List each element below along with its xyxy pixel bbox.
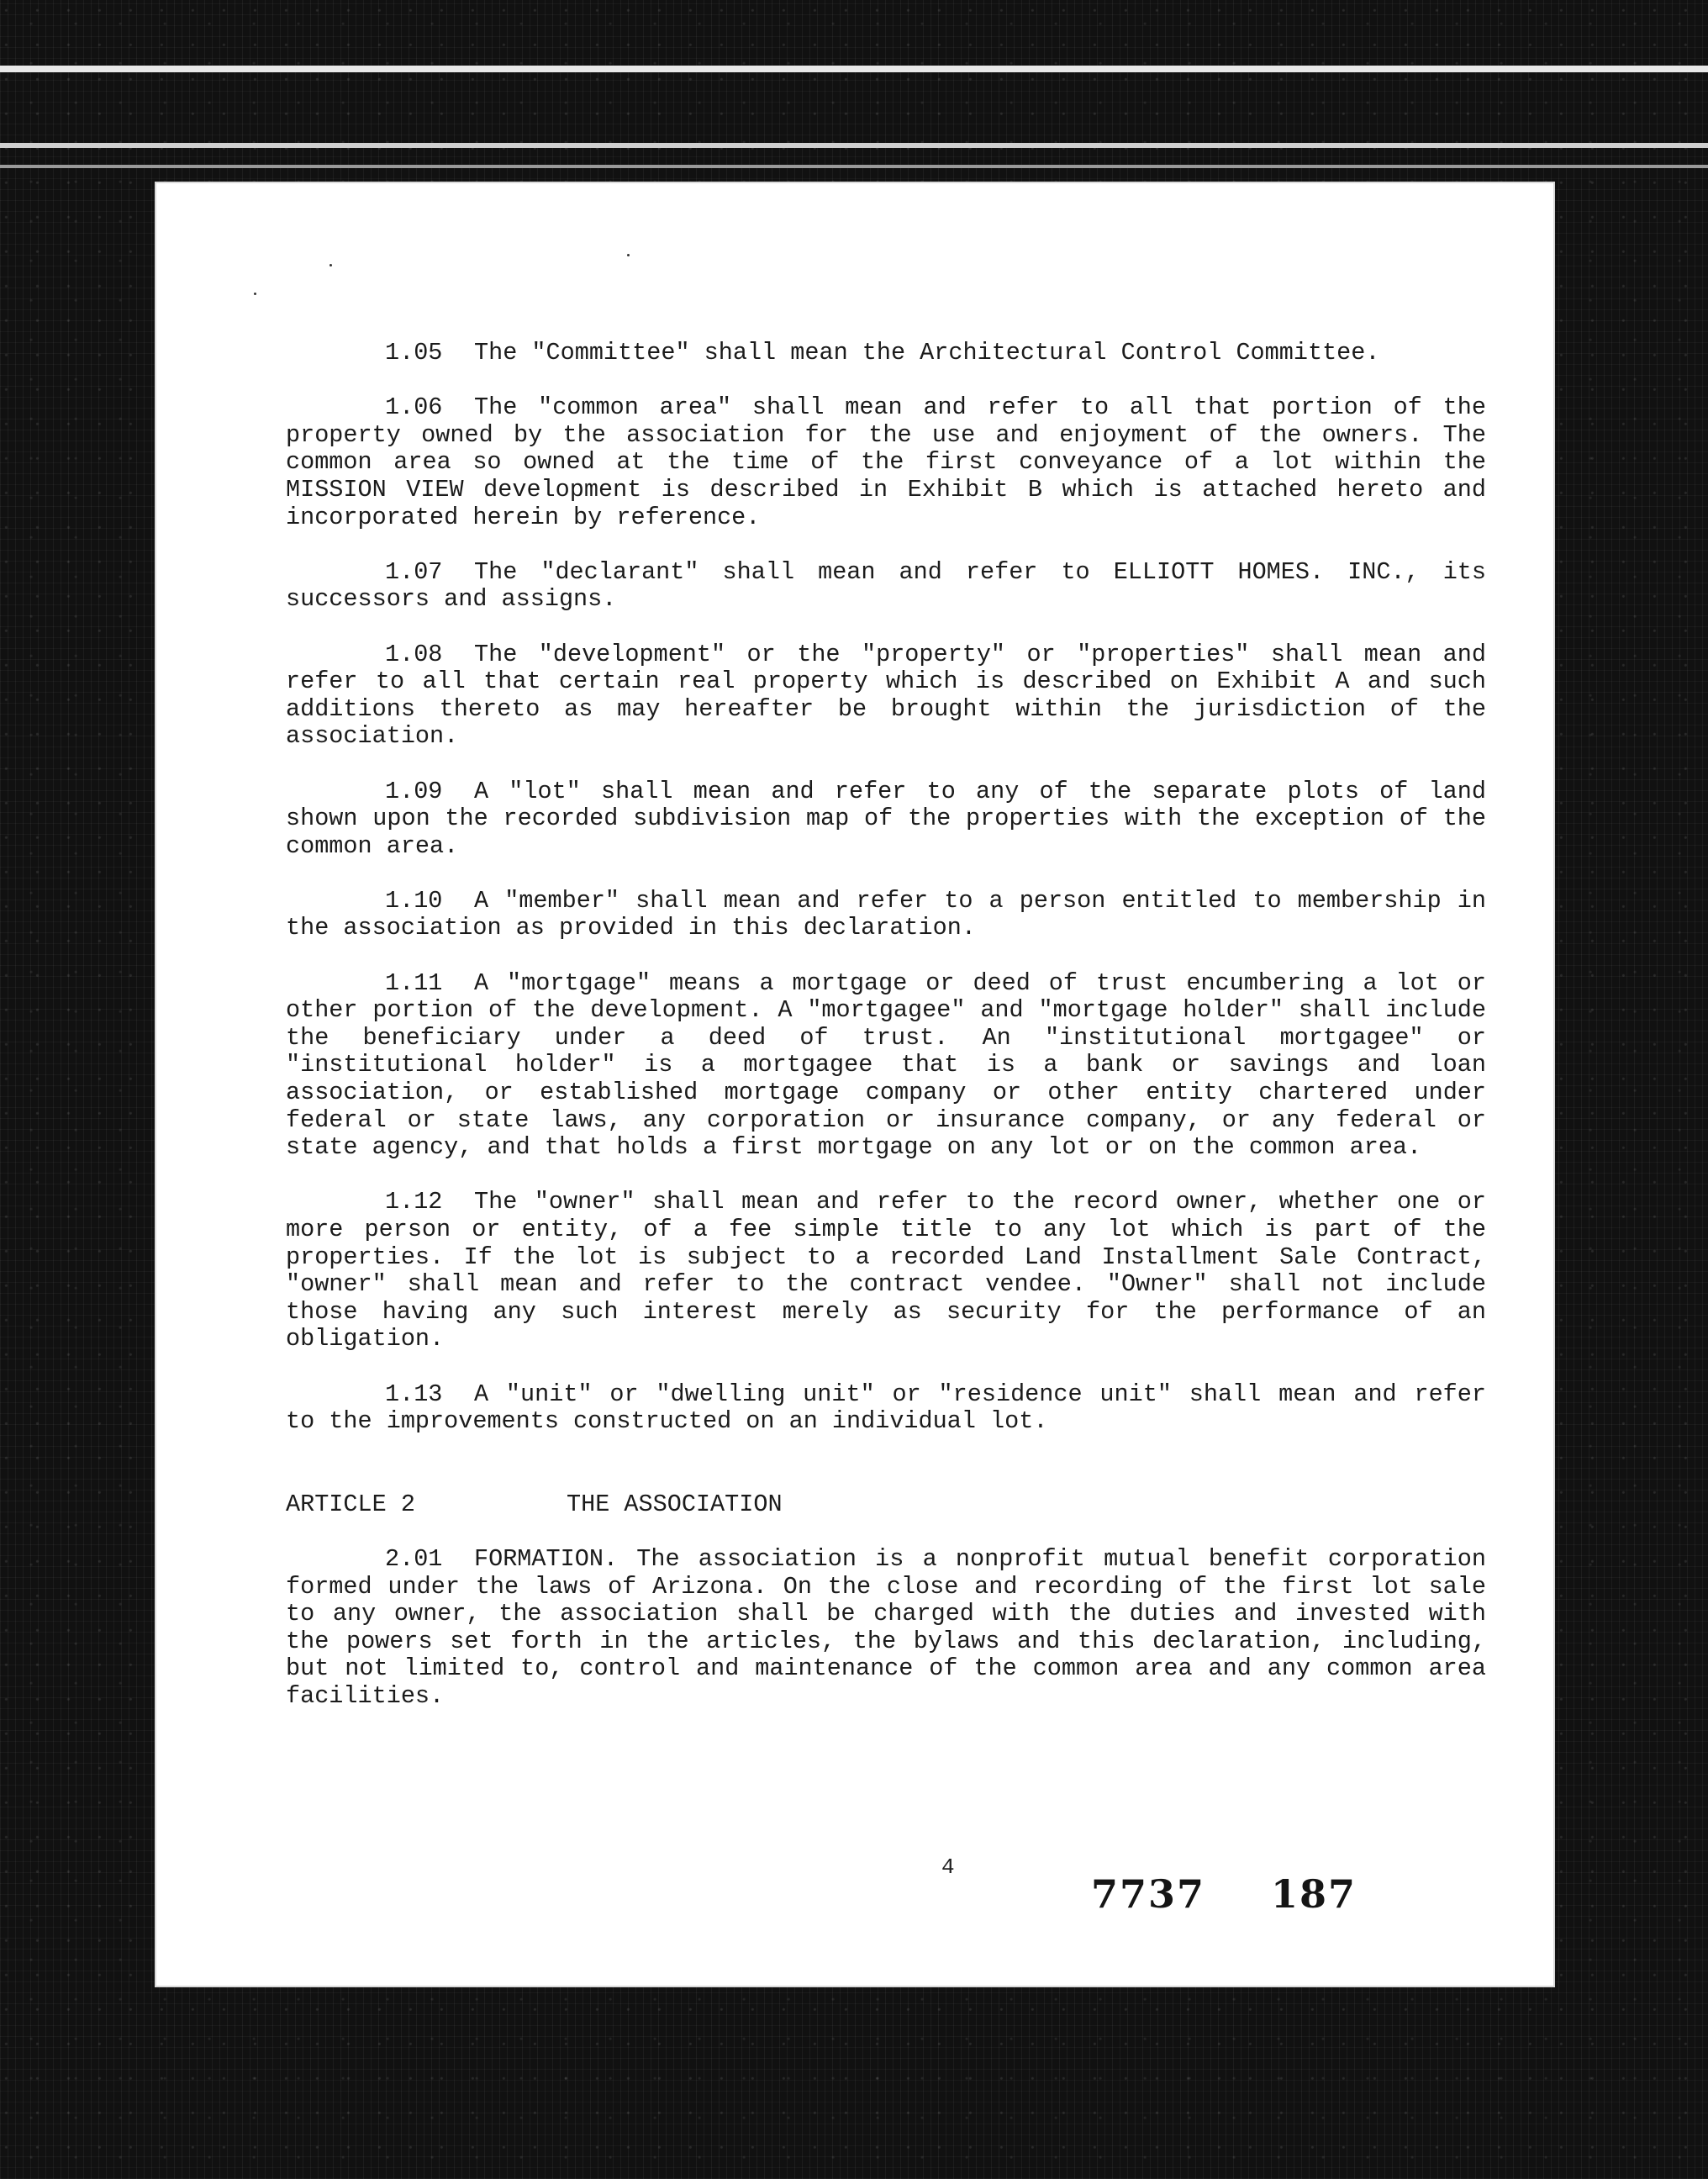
clause-text: The "declarant" shall mean and refer to ELLIOTT HOMES. INC., its successors and assigns. [286,557,1501,614]
definitions-section [286,339,1501,1436]
recording-page-stamp: 187 [1271,1871,1357,1917]
clause-text: A "lot" shall mean and refer to any of the separate plots of land shown upon the recorded subdivision map of the properties with the exception of the common area. [286,777,1501,860]
clause-number: 1.07 [385,557,443,586]
clause-number: 1.05 [385,339,443,367]
article-heading [286,1491,1486,1519]
scan-speck [254,293,256,295]
scan-band-line [0,165,1708,168]
scan-top-band [0,0,1708,177]
document-body [286,339,1501,1738]
clause-text: The "owner" shall mean and refer to the record owner, whether one or more person or entity, of a fee simple title to any lot which is part of the properties. If the lot is subject to a recorded Land Installment Sale Contract, "owner" shall mean and refer to the contract vendee. "Owner" shall not include those having any such interest merely as security for the performance of an obligation. [286,1188,1501,1353]
clause-number: 1.11 [385,968,443,997]
definition-paragraph [286,1188,1501,1353]
scan-band-line [0,143,1708,148]
article-paragraph [286,1544,1501,1711]
clause-text: The "common area" shall mean and refer to all that portion of the property owned by the association for the use and enjoyment of the owners. The common area so owned at the time of the first conveyance of a lot within the MISSION VIEW development is described in Exhibit B which is attached hereto and incorporated herein by reference. [286,393,1501,531]
article-label: ARTICLE 2 [286,1490,415,1518]
clause-text: A "mortgage" means a mortgage or deed of trust encumbering a lot or other portion of the development. A "mortgagee" and "mortgage holder" shall include the beneficiary under a deed of trust. An "institutional mortgagee" or "institutional holder" is a mortgagee that is a bank or savings and loan association, or established mortgage company or other entity chartered under federal or state laws, any corporation or insurance company, or any federal or state agency, and that holds a first mortgage on any lot or on the common area. [286,968,1501,1162]
definition-paragraph [286,393,1501,531]
definition-paragraph [286,340,1486,367]
clause-number: 1.13 [385,1380,443,1408]
clause-text: The "Committee" shall mean the Architectural Control Committee. [474,339,1380,367]
scan-band-line [0,66,1708,72]
definition-paragraph [286,886,1501,942]
clause-text: The "development" or the "property" or "properties" shall mean and refer to all that certain real property which is described on Exhibit A and such additions thereto as may hereafter be brought within the jurisdiction of the association. [286,640,1501,751]
clause-text: A "member" shall mean and refer to a person entitled to membership in the association as provided in this declaration. [286,886,1501,942]
clause-number: 1.06 [385,393,443,422]
clause-number: 1.12 [385,1188,443,1216]
page-number: 4 [941,1855,955,1880]
clause-number: 1.10 [385,886,443,915]
definition-paragraph [286,968,1501,1162]
article-title: THE ASSOCIATION [567,1490,783,1518]
clause-text: FORMATION. The association is a nonprofit mutual benefit corporation formed under the laws of Arizona. On the close and recording of the first lot sale to any owner, the association shall be charged with the duties and invested with the powers set forth in the articles, the bylaws and this declaration, including, but not limited to, control and maintenance of the common area and any common area facilities. [286,1544,1501,1710]
definition-paragraph [286,557,1501,614]
clause-number: 1.08 [385,640,443,668]
recording-book-stamp: 7737 [1091,1871,1206,1917]
scan-speck [329,264,332,266]
clause-number: 2.01 [385,1544,443,1573]
definition-paragraph [286,640,1501,751]
definition-paragraph [286,777,1501,861]
scan-speck [627,254,630,256]
document-page [156,183,1553,1986]
clause-number: 1.09 [385,777,443,805]
clause-text: A "unit" or "dwelling unit" or "residence unit" shall mean and refer to the improvements constructed on an individual lot. [286,1380,1501,1436]
definition-paragraph [286,1380,1501,1436]
